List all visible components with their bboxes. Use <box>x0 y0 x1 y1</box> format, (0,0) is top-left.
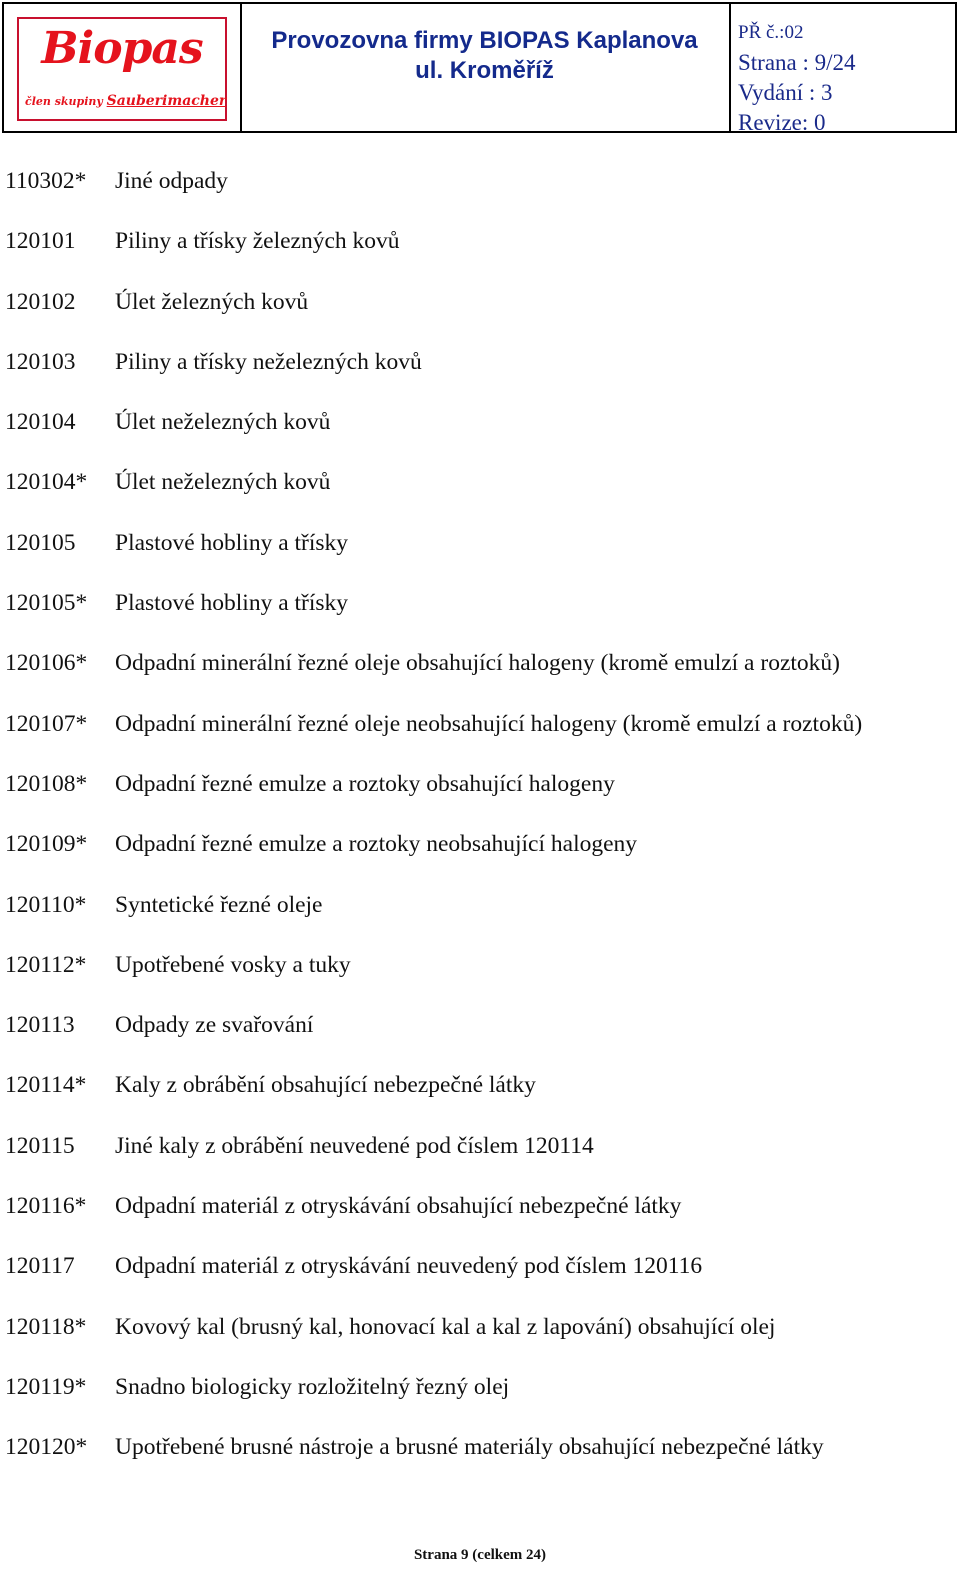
waste-code-list <box>5 161 862 1488</box>
waste-code: 120106* <box>5 650 88 677</box>
waste-code: 120105* <box>5 590 88 617</box>
list-item <box>5 704 862 764</box>
list-item <box>5 523 862 583</box>
waste-description: Syntetické řezné oleje <box>115 891 323 918</box>
waste-code: 120117 <box>5 1253 75 1280</box>
waste-code: 120102 <box>5 288 76 315</box>
list-item <box>5 1065 862 1125</box>
waste-code: 120116* <box>5 1193 87 1220</box>
list-item <box>5 764 862 824</box>
waste-description: Upotřebené vosky a tuky <box>115 951 351 978</box>
list-item <box>5 221 862 281</box>
waste-description: Odpadní řezné emulze a roztoky obsahující halogeny <box>115 770 615 797</box>
waste-code: 120120* <box>5 1434 88 1461</box>
waste-description: Kovový kal (brusný kal, honovací kal a kal z lapování) obsahující olej <box>115 1313 776 1340</box>
list-item <box>5 583 862 643</box>
list-item <box>5 161 862 221</box>
waste-code: 120107* <box>5 710 88 737</box>
list-item <box>5 1005 862 1065</box>
waste-description: Odpadní minerální řezné oleje neobsahující halogeny (kromě emulzí a roztoků) <box>115 710 863 737</box>
waste-code: 110302* <box>5 168 87 194</box>
document-meta <box>738 18 856 138</box>
waste-description: Jiné odpady <box>115 168 228 194</box>
waste-code: 120118* <box>5 1313 87 1340</box>
page-footer: Strana 9 (celkem 24) <box>413 1547 547 1563</box>
waste-code: 120115 <box>5 1132 75 1159</box>
logo-cell <box>4 4 242 131</box>
waste-code: 120103 <box>5 348 76 375</box>
title-cell <box>240 4 731 131</box>
waste-description: Upotřebené brusné nástroje a brusné materiály obsahující nebezpečné látky <box>115 1434 824 1461</box>
logo-wordmark: Biopas <box>41 23 203 74</box>
list-item <box>5 402 862 462</box>
list-item <box>5 462 862 522</box>
list-item <box>5 643 862 703</box>
list-item <box>5 342 862 402</box>
waste-description: Plastové hobliny a třísky <box>115 529 349 556</box>
waste-description: Odpadní minerální řezné oleje obsahující halogeny (kromě emulzí a roztoků) <box>115 650 840 677</box>
waste-description: Plastové hobliny a třísky <box>115 590 349 617</box>
waste-code: 120114* <box>5 1072 87 1099</box>
waste-description: Piliny a třísky neželezných kovů <box>115 348 422 375</box>
waste-description: Odpadní řezné emulze a roztoky neobsahující halogeny <box>115 831 638 858</box>
waste-description: Piliny a třísky železných kovů <box>115 228 400 255</box>
edition: Vydání : 3 <box>738 80 833 105</box>
waste-description: Odpadní materiál z otryskávání neuvedený pod číslem 120116 <box>115 1253 703 1280</box>
document-header <box>2 2 957 133</box>
waste-description: Jiné kaly z obrábění neuvedené pod číslem 120114 <box>115 1132 594 1159</box>
waste-description: Úlet neželezných kovů <box>115 409 331 436</box>
list-item <box>5 945 862 1005</box>
waste-code: 120112* <box>5 951 87 978</box>
waste-code: 120109* <box>5 831 88 858</box>
biopas-logo <box>17 17 227 121</box>
list-item <box>5 282 862 342</box>
list-item <box>5 885 862 945</box>
waste-code: 120113 <box>5 1012 75 1039</box>
list-item <box>5 1307 862 1367</box>
waste-code: 120101 <box>5 228 76 255</box>
title-line-1: Provozovna firmy BIOPAS Kaplanova <box>271 27 698 54</box>
title-line-2: ul. Kroměříž <box>415 57 554 84</box>
waste-description: Snadno biologicky rozložitelný řezný olej <box>115 1373 510 1400</box>
waste-code: 120104* <box>5 469 88 496</box>
waste-code: 120104 <box>5 409 76 436</box>
doc-code: PŘ č.:02 <box>738 22 804 43</box>
page-number: Strana : 9/24 <box>738 50 856 75</box>
waste-code: 120105 <box>5 529 76 556</box>
logo-tagline-prefix: člen skupiny <box>25 95 103 108</box>
waste-description: Úlet železných kovů <box>115 288 309 315</box>
list-item <box>5 1126 862 1186</box>
waste-code: 120108* <box>5 770 88 797</box>
list-item <box>5 824 862 884</box>
waste-description: Kaly z obrábění obsahující nebezpečné látky <box>115 1072 536 1099</box>
meta-cell <box>729 4 955 135</box>
revision: Revize: 0 <box>738 110 826 135</box>
list-item <box>5 1427 862 1487</box>
document-title <box>240 26 729 86</box>
logo-tagline <box>25 93 227 109</box>
logo-tagline-brand: Sauberimacher <box>106 93 227 109</box>
waste-description: Odpadní materiál z otryskávání obsahující nebezpečné látky <box>115 1193 682 1220</box>
list-item <box>5 1186 862 1246</box>
waste-code: 120119* <box>5 1373 87 1400</box>
waste-code: 120110* <box>5 891 87 918</box>
list-item <box>5 1246 862 1306</box>
waste-description: Úlet neželezných kovů <box>115 469 331 496</box>
list-item <box>5 1367 862 1427</box>
waste-description: Odpady ze svařování <box>115 1012 314 1039</box>
